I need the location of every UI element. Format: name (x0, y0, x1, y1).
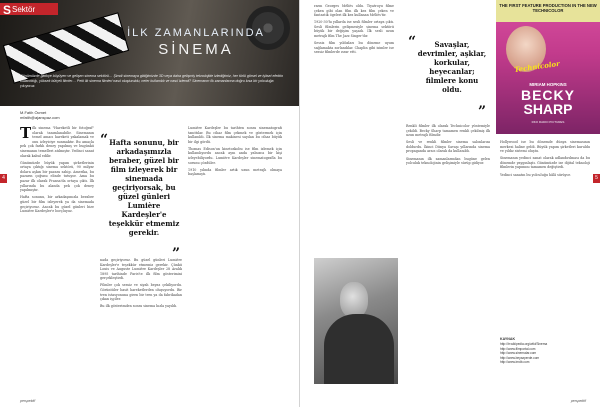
paragraph: Lumière Kardeşler bu tarihten sonra sinematografı tanıttılar. Bu cihaz film çekmek ve göstermek için kullanıldı. İlk sinema makinesi sayılan bu cihaz büyük bir ilgi gördü. (188, 126, 282, 144)
poster-star: MIRIAM HOPKINS (529, 82, 567, 87)
left-column-2 (100, 258, 182, 311)
poster-technicolor: Technicolor (513, 58, 561, 75)
quote-close-mark: ” (172, 246, 181, 262)
right-column-1 (314, 4, 394, 57)
footer-label: perspektif (570, 399, 586, 403)
right-column-2 (406, 124, 490, 168)
left-column-1 (20, 126, 94, 216)
pull-quote: Savaşlar, devrimler, aşklar, korkular, heyecanlar; filmlere konu oldu. (417, 40, 487, 94)
page-number-badge: 4 (0, 174, 7, 183)
right-column-3 (500, 140, 590, 180)
article-deck: Günümüzde gittikçe büyüyen ve gelişen sinema sektörü… Şimdi sinemaya gittiğimizde 3D veya daha gelişmiş teknolojide izlediğimiz, her türlü görsel ve işitsel efektin kullanıldığı, yüksek bütçeli filmler… Peki ilk sinema filmleri nasıl oluşturuldu, neler kullanıldı ve nasıl izlendi? Sinemanın ilk zamanlarına doğru kısa bir yolculuğa çıkıyoruz. (20, 74, 284, 88)
title-line-1: İLK ZAMANLARINDA (127, 27, 265, 39)
paragraph: rarın Georges Méliès oldu. Tiyatroyu filme çeken gibi olan film ilk kez film çeken ve fantastik ögeleri ilk kez kullanan Méliès'tir. (314, 4, 394, 18)
quote-open-mark: “ (100, 132, 109, 148)
becky-sharp-poster (496, 0, 600, 134)
poster-credit: RKO RADIO PICTURES (531, 120, 565, 124)
source-link[interactable]: http://www.sinemalar.com (500, 351, 537, 356)
section-tag (0, 3, 58, 15)
quote-open-mark: “ (408, 34, 417, 50)
paragraph: 1920-30'lu yıllarda ise sesli filmler ortaya çıktı. Sesli filmlerin gelişmesiyle sinema sektörü büyük bir değişim yaşadı. İlk sesli uzun metrajlı film The Jazz Singer'dır. (314, 20, 394, 39)
source-link[interactable]: http://www.filmportal.com (500, 346, 536, 351)
quote-close-mark: ” (478, 104, 487, 120)
paragraph: Sinemanın yedinci sanat olarak adlandırılması da bu dönemde yaygınlaştı. Günümüzde ise dijital teknoloji filmlerin yapımını tamamen değiştirdi. (500, 156, 590, 170)
sources-title: KAYNAK (500, 337, 516, 341)
paragraph: 1910 yılında filmler artık uzun metrajlı olmaya başlamıştı. (188, 167, 282, 177)
source-link[interactable]: http://tr.wikipedia.org/wiki/Sinema (500, 342, 548, 347)
paragraph: Yedinci sanatın bu yolculuğu hâlâ sürüyor. (500, 172, 571, 177)
right-page (300, 0, 600, 407)
paragraph: Thomas Edison'un kinetoskobu ise film izlemek için kullanılıyordu ancak aynı anda yalnızca bir kişi izleyebiliyordu. Lumière Kardeşler sinematografla bu sorunu çözdüler. (188, 146, 282, 165)
paragraph: Sessiz film yıldızları bu döneme uyum sağlamakta zorlandılar. Chaplin gibi isimler ise sessiz filmlerde ısrar etti. (314, 41, 394, 55)
title-line-2: SİNEMA (158, 41, 234, 58)
paragraph: Hollywood ise bu dönemde dünya sinemasının merkezi haline geldi. Büyük yapım şirketleri kuruldu ve yıldız sistemi oluştu. (500, 140, 590, 154)
paragraph: Günümüzde büyük yapım şirketlerinin ortaya çıktığı sinema sektörü, 90 milyar dolara aşkın bir pazara sahip. Amerika, bu pazarın çoğunu elinde tutuyor. Ama bu pazar ilk olarak Fransa'da ortaya çıktı. İlk yıllarında bu alanda pek çok deney yapılmıştır. (20, 160, 94, 193)
footer-label: perspektif (20, 399, 36, 403)
poster-title-2: SHARP (523, 101, 573, 117)
paragraph: Filmler çok sessiz ve siyah beyaz çekiliyordu. Görüntüler basit hareketlerden oluşuyordu. Bir tren istasyonuna giren bir tren ya da fabrikadan çıkan işçiler. (100, 283, 182, 302)
poster-title-1: BECKY (520, 87, 575, 103)
paragraph: Bu ilk gösterimden sonra sinema hızla yayıldı. (100, 304, 178, 309)
pull-quote: Hafta sonunu, bir arkadaşımızla beraber, güzel bir film izleyerek bir sinemada geçiriyorsak, bu güzel günleri Lumière Kardeşler'e teşekkür etmemiz gerekir. (108, 138, 180, 237)
paragraph: nada geçiriyoruz. Bu güzel günleri Lumière Kardeşler'e teşekkür etmemiz gerekir. Çünkü Louis ve Auguste Lumière Kardeşler 28 Aralık 1895 tarihinde Paris'te ilk film gösterimini gerçekleştirdi. (100, 258, 182, 281)
header-photo (0, 0, 300, 106)
byline (20, 110, 60, 120)
section-label: Sektör (12, 5, 36, 14)
poster-banner: THE FIRST FEATURE PRODUCTION IN THE NEW TECHNICOLOR (496, 0, 600, 22)
paragraph: Renkli filmler ilk olarak Technicolor yöntemiyle çekildi. Becky Sharp tamamen renkli çekilmiş ilk uzun metrajlı filmdir. (406, 124, 490, 138)
left-column-3 (188, 126, 282, 179)
drop-cap: T (20, 124, 32, 142)
article-title (96, 27, 296, 58)
paragraph: Hafta sonunu, bir arkadaşımızla beraber güzel bir film izleyerek ya da sinemada geçiriyoruz. Ancak bu güzel günleri bize Lumière Kardeşler'e borçluyuz. (20, 195, 94, 214)
source-link[interactable]: http://www.imdb.com (500, 360, 530, 365)
author-name: M.Fatih Öcmet (20, 110, 47, 115)
section-letter: S (3, 3, 12, 17)
paragraph: Sinemanın ilk zamanlarından bugüne gelen yolculuk teknolojinin gelişimiyle sürüp gidiyor. (406, 156, 490, 166)
portrait-coat (324, 314, 394, 384)
sources-box (500, 337, 564, 364)
page-number-badge: 5 (593, 174, 600, 183)
historical-portrait-photo (314, 258, 398, 384)
source-link[interactable]: http://www.beyazperde.com (500, 355, 540, 360)
portrait-head (340, 282, 368, 318)
paragraph: Tilk sinema "Hareketli bir fotoğraf" olarak tanımlanabilir. Sinemanın temel amacı hareketi yakalamak ve onu izleyiciye sunmaktır. Bu amaçla pek çok farklı deney yapılmış ve bugünkü sinemanın temelleri atılmıştır. Yedinci sanat olarak kabul edilir. (20, 124, 94, 158)
paragraph: Sesli ve renkli filmler sinema salonlarını doldurdu. İkinci Dünya Savaşı yıllarında sinema propaganda aracı olarak da kullanıldı. (406, 140, 490, 154)
author-email: mfatih@ajanspaz.com (20, 115, 60, 120)
